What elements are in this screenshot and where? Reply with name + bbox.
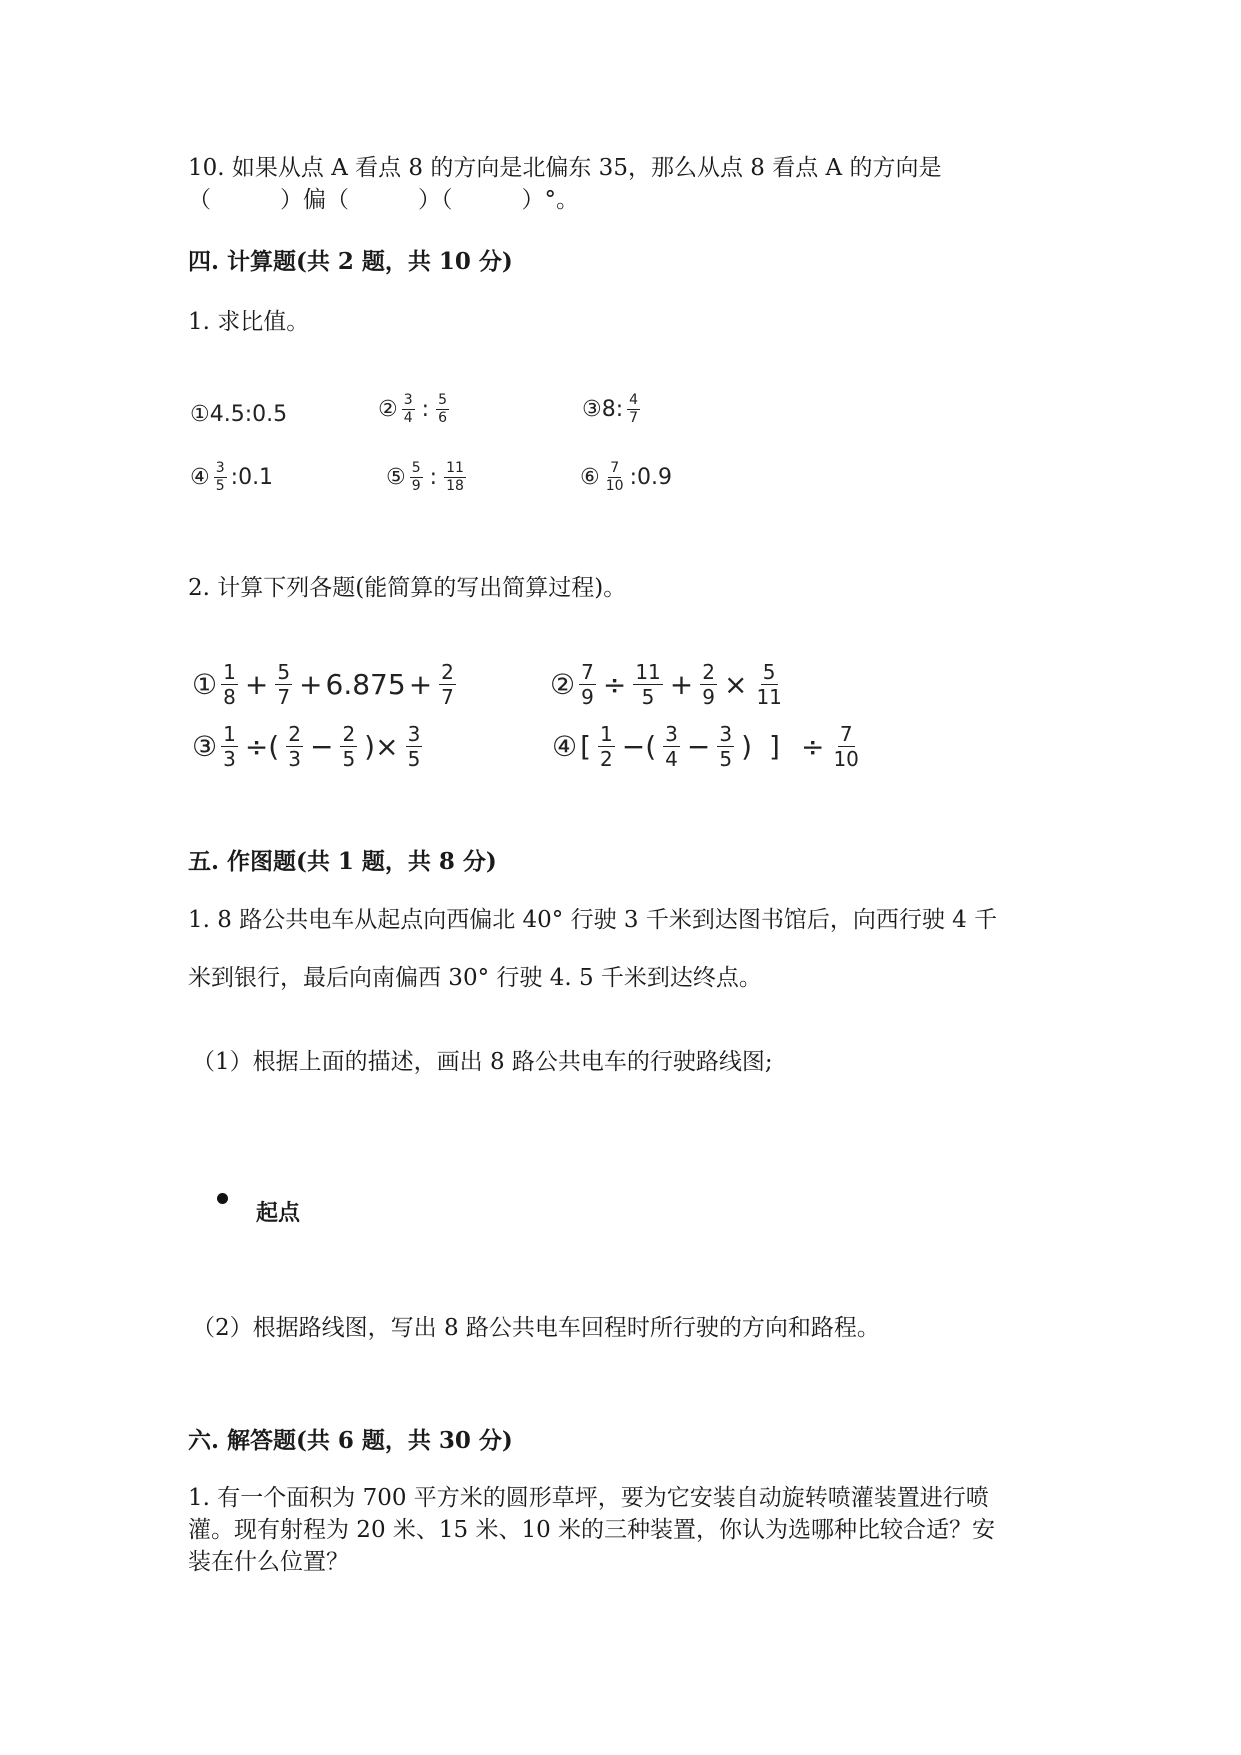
q10-line1: 10. 如果从点 A 看点 8 的方向是北偏东 35，那么从点 8 看点 A 的方向是 — [188, 155, 942, 181]
ratio-item-2 — [378, 392, 453, 427]
fraction: $\frac{11}{18}$ — [446, 460, 464, 494]
item-label: ④ — [552, 730, 578, 763]
fraction: $\frac{2}{9}$ — [702, 660, 715, 709]
section6-title: 六. 解答题(共 6 题，共 30 分) — [188, 1427, 513, 1454]
expression-1 — [192, 660, 460, 709]
fraction: $\frac{3}{5}$ — [215, 460, 225, 494]
decimal-number: 6.875 — [325, 668, 406, 701]
ratio-text: 4.5:0.5 — [209, 402, 288, 427]
item-label: ① — [192, 668, 218, 701]
ratio-item-3 — [582, 392, 644, 427]
operator: + — [244, 668, 269, 701]
ratio-item-6 — [580, 460, 672, 495]
item-label: ② — [550, 668, 576, 701]
fraction: $\frac{11}{5}$ — [635, 660, 661, 709]
operator: ÷( — [244, 730, 280, 763]
fraction: $\frac{3}{4}$ — [665, 722, 678, 771]
operator: −( — [621, 730, 657, 763]
expression-3 — [192, 722, 426, 771]
fraction: $\frac{3}{5}$ — [719, 722, 733, 771]
item-label: ④ — [190, 465, 210, 490]
start-point-dot — [217, 1193, 228, 1204]
s6-q1-line1: 1. 有一个面积为 700 平方米的圆形草坪，要为它安装自动旋转喷灌装置进行喷 — [188, 1485, 989, 1511]
fraction: $\frac{4}{7}$ — [629, 392, 639, 426]
item-label: ① — [190, 402, 210, 427]
operator: − — [686, 730, 711, 763]
fraction: $\frac{1}{2}$ — [600, 722, 613, 771]
fraction: $\frac{2}{7}$ — [441, 660, 454, 709]
expression-2 — [550, 660, 788, 709]
fraction: $\frac{2}{5}$ — [342, 722, 356, 771]
bracket: ] — [769, 730, 780, 763]
operator: − — [309, 730, 334, 763]
fraction: $\frac{3}{5}$ — [407, 722, 421, 771]
q10-line2: （ ）偏（ ）（ ）°。 — [188, 187, 579, 213]
operator: + — [669, 668, 694, 701]
ratio-tail: :0.1 — [230, 465, 274, 490]
bracket: [ — [580, 730, 592, 763]
fraction: $\frac{1}{3}$ — [223, 722, 236, 771]
item-label: ③ — [582, 397, 602, 422]
ratio-item-1 — [190, 402, 287, 427]
fraction: $\frac{2}{3}$ — [288, 722, 301, 771]
item-label: ⑤ — [386, 465, 406, 490]
item-label: ② — [378, 397, 398, 422]
expression-4 — [552, 722, 865, 771]
s6-q1-line3: 装在什么位置？ — [188, 1549, 349, 1575]
s5-sub2: （2）根据路线图，写出 8 路公共电车回程时所行驶的方向和路程。 — [192, 1315, 880, 1341]
item-label: ③ — [192, 730, 218, 763]
fraction: $\frac{5}{7}$ — [277, 660, 291, 709]
operator: ÷ — [602, 668, 627, 701]
ratio-sign: : — [429, 465, 438, 490]
s4-q2-prompt: 2. 计算下列各题(能简算的写出简算过程)。 — [188, 575, 627, 601]
fraction: $\frac{5}{6}$ — [438, 392, 447, 426]
fraction: $\frac{7}{9}$ — [581, 660, 594, 709]
fraction: $\frac{7}{10}$ — [833, 722, 859, 771]
fraction: $\frac{3}{4}$ — [403, 392, 413, 426]
section5-title: 五. 作图题(共 1 题，共 8 分) — [188, 848, 497, 875]
start-point-label: 起点 — [256, 1201, 301, 1226]
operator: × — [723, 668, 748, 701]
fraction: $\frac{5}{9}$ — [411, 460, 421, 494]
fraction: $\frac{1}{8}$ — [223, 660, 236, 709]
fraction: $\frac{5}{11}$ — [756, 660, 782, 709]
operator: + — [299, 668, 323, 701]
operator: ) — [741, 730, 753, 763]
ratio-tail: :0.9 — [629, 465, 672, 490]
ratio-item-4 — [190, 460, 273, 495]
operator: ÷ — [800, 730, 825, 763]
s6-q1-line2: 灌。现有射程为 20 米、15 米、10 米的三种装置，你认为选哪种比较合适？安 — [188, 1517, 996, 1543]
s5-q1-line1: 1. 8 路公共电车从起点向西偏北 40° 行驶 3 千米到达图书馆后，向西行驶 4 千 — [188, 907, 998, 933]
s5-q1-line2: 米到银行，最后向南偏西 30° 行驶 4. 5 千米到达终点。 — [188, 965, 762, 991]
operator: + — [408, 668, 433, 701]
fraction: $\frac{7}{10}$ — [605, 460, 624, 494]
ratio-lead: 8: — [601, 397, 624, 422]
item-label: ⑥ — [580, 465, 600, 490]
section4-title: 四. 计算题(共 2 题，共 10 分) — [188, 248, 513, 275]
s4-q1-prompt: 1. 求比值。 — [188, 309, 310, 335]
operator: )× — [364, 730, 399, 763]
s5-sub1: （1）根据上面的描述，画出 8 路公共电车的行驶路线图; — [192, 1049, 773, 1075]
ratio-item-5 — [386, 460, 470, 495]
ratio-sign: : — [421, 397, 430, 422]
